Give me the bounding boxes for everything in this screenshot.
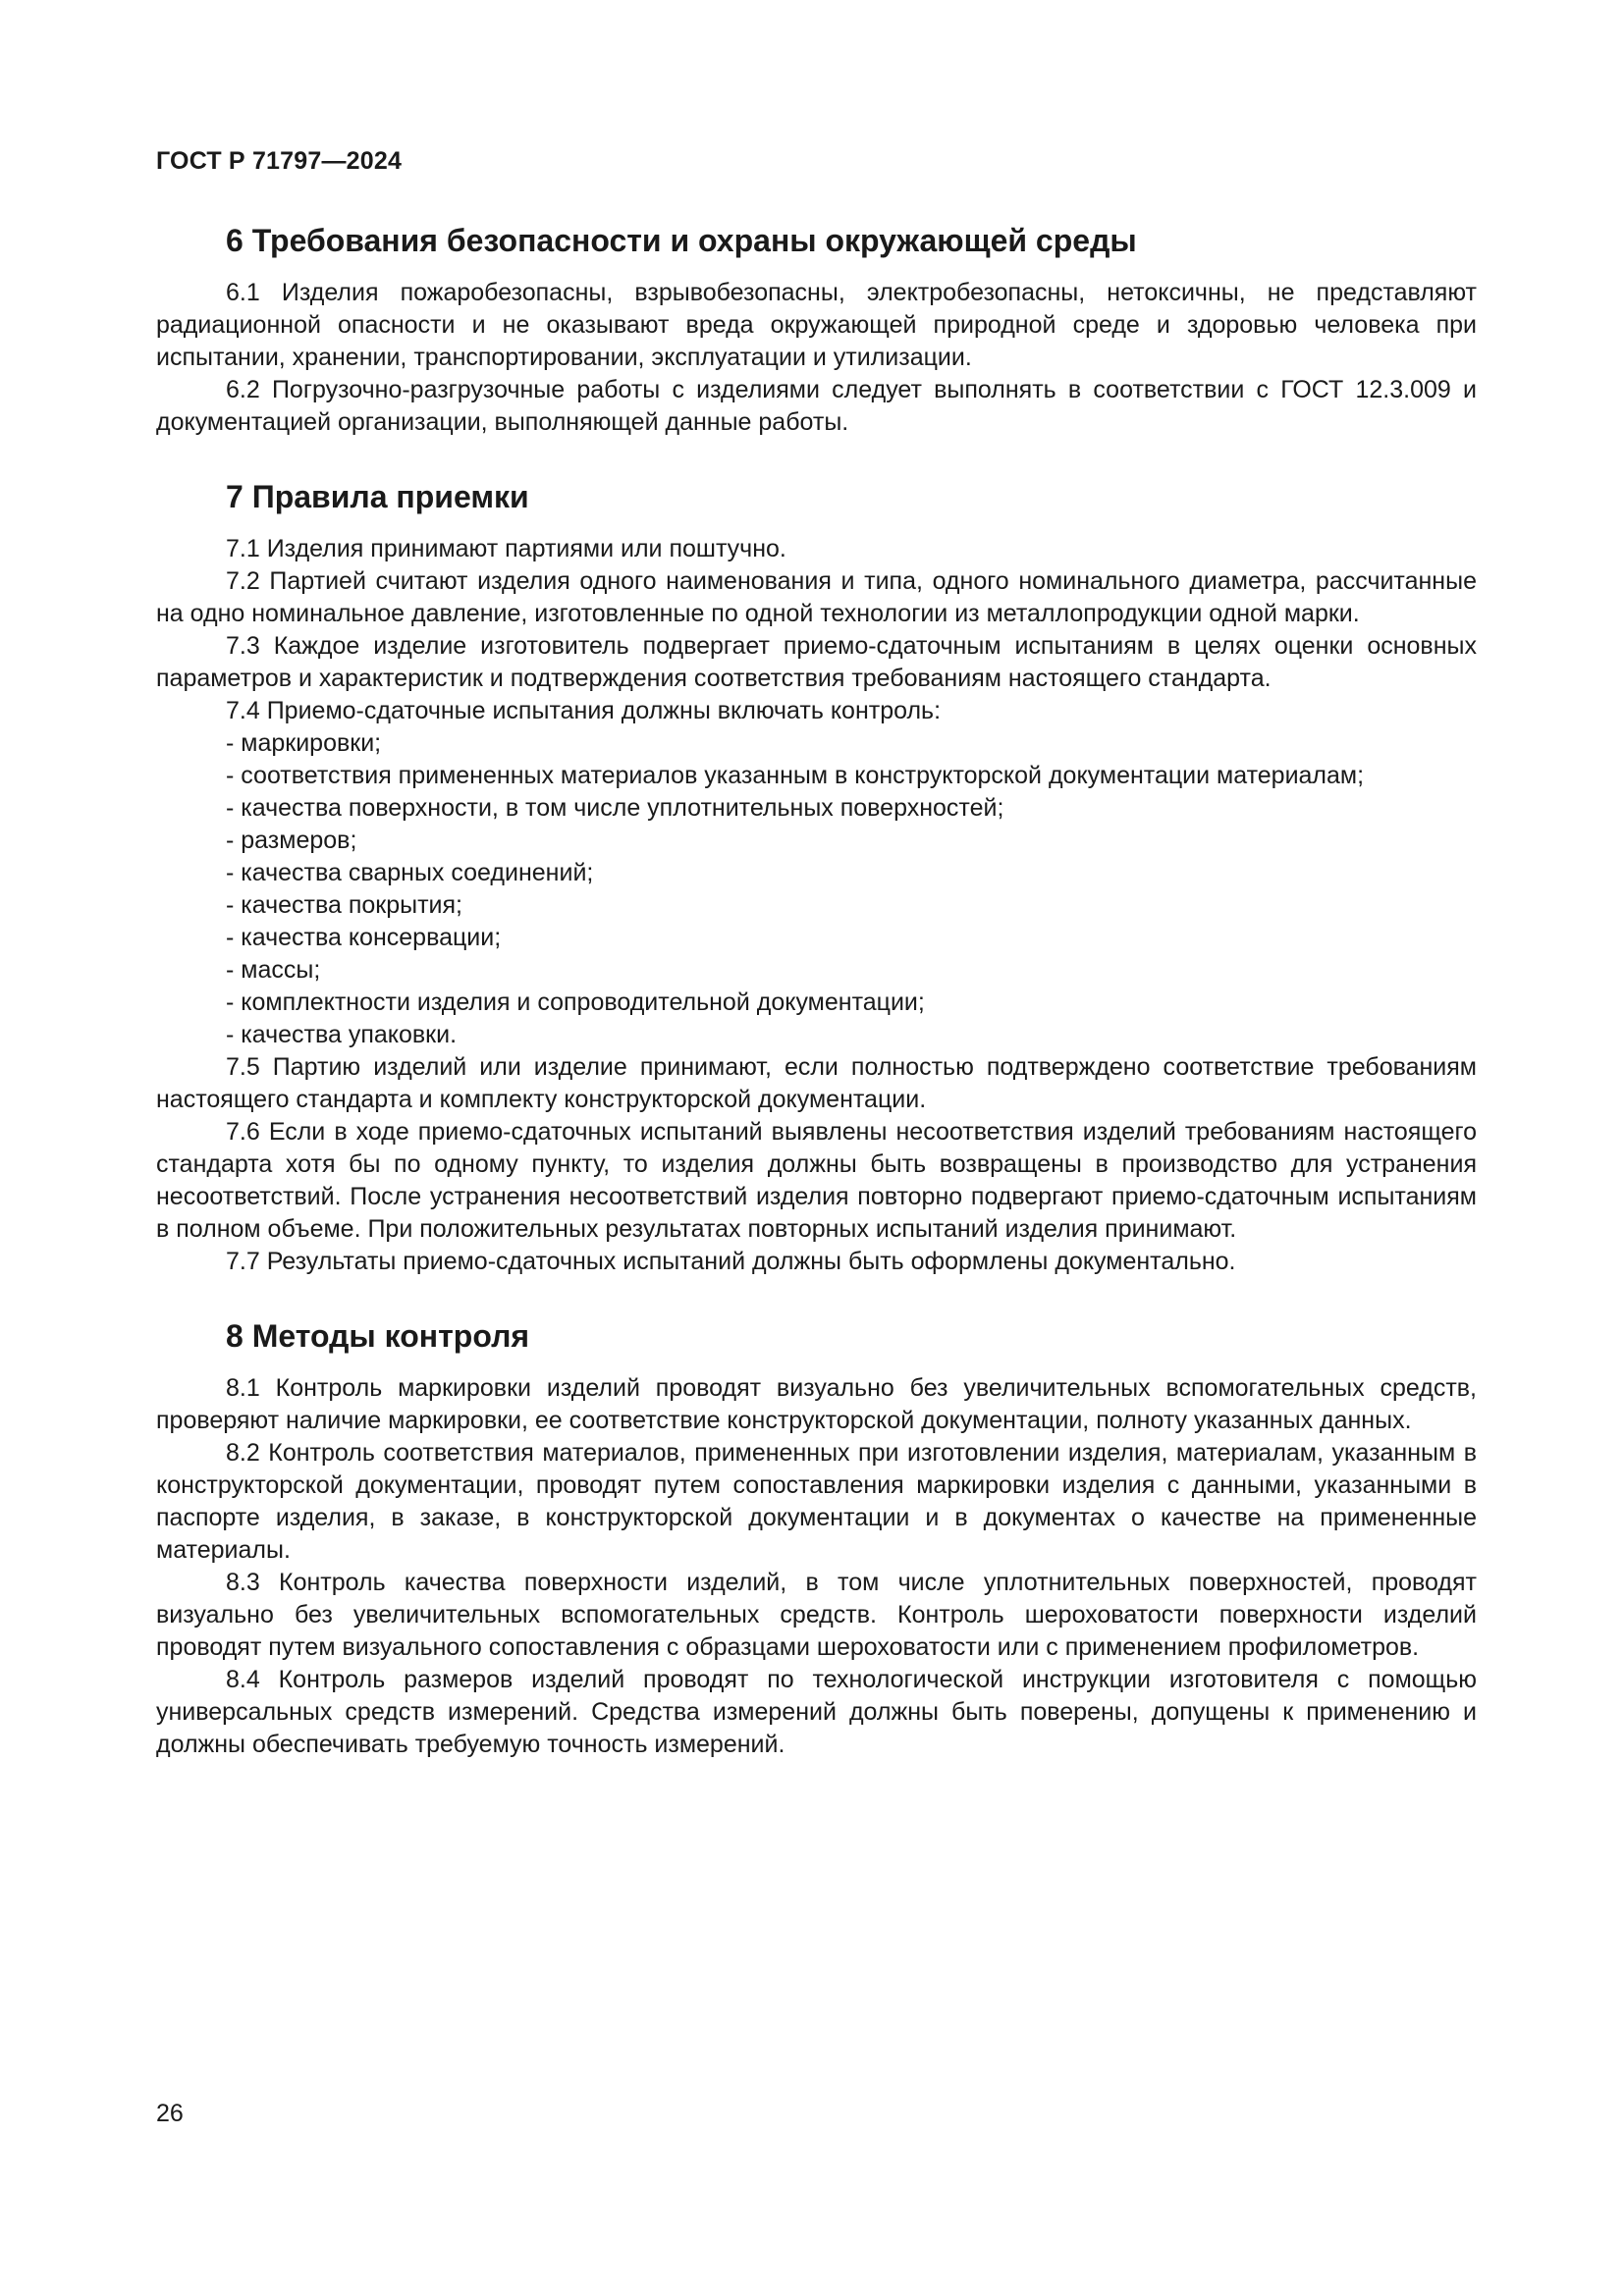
section-heading-8: 8 Методы контроля xyxy=(226,1318,530,1354)
list-item: - массы; xyxy=(226,956,321,984)
paragraph-7-3: 7.3 Каждое изделие изготовитель подвергает приемо-сдаточным испытаниям в целях оценки основных параметров и характеристик и подтверждения соответствия требованиям настоящего стандарта. xyxy=(156,632,1477,692)
list-item: - качества консервации; xyxy=(226,924,502,951)
paragraph-7-5: 7.5 Партию изделий или изделие принимают, если полностью подтверждено соответствие требованиям настоящего стандарта и комплекту конструкторской документации. xyxy=(156,1053,1477,1113)
paragraph-8-2: 8.2 Контроль соответствия материалов, примененных при изготовлении изделия, материалам, указанным в конструкторской документации, проводят путем сопоставления маркировки изделия с данными, указанными в паспорте изделия, в заказе, в конструкторской документации и в документах о качестве на примененные материалы. xyxy=(156,1439,1477,1564)
paragraph-7-4: 7.4 Приемо-сдаточные испытания должны включать контроль: xyxy=(226,697,942,724)
list-item: - размеров; xyxy=(226,827,357,854)
list-item: - маркировки; xyxy=(226,729,382,757)
paragraph-8-1: 8.1 Контроль маркировки изделий проводят визуально без увеличительных вспомогательных средств, проверяют наличие маркировки, ее соответствие конструкторской документации, полноту указанных данных. xyxy=(156,1374,1477,1434)
paragraph-8-4: 8.4 Контроль размеров изделий проводят по технологической инструкции изготовителя с помощью универсальных средств измерений. Средства измерений должны быть поверены, допущены к применению и должны обеспечивать требуемую точность измерений. xyxy=(156,1666,1477,1758)
page-number: 26 xyxy=(156,2100,184,2127)
list-item: - качества покрытия; xyxy=(226,891,462,919)
list-item: - качества сварных соединений; xyxy=(226,859,594,886)
list-item: - соответствия примененных материалов указанным в конструкторской документации материалам; xyxy=(226,762,1365,789)
document-header: ГОСТ Р 71797—2024 xyxy=(156,147,403,175)
paragraph-6-2: 6.2 Погрузочно-разгрузочные работы с изделиями следует выполнять в соответствии с ГОСТ 12.3.009 и документацией организации, выполняющей данные работы. xyxy=(156,376,1477,436)
section-heading-7: 7 Правила приемки xyxy=(226,479,529,514)
paragraph-7-2: 7.2 Партией считают изделия одного наименования и типа, одного номинального диаметра, рассчитанные на одно номинальное давление, изготовленные по одной технологии из металлопродукции одной марки. xyxy=(156,567,1477,627)
document-body xyxy=(156,218,1477,1761)
list-item: - комплектности изделия и сопроводительной документации; xyxy=(226,988,925,1016)
paragraph-7-1: 7.1 Изделия принимают партиями или поштучно. xyxy=(226,535,786,562)
section-heading-6: 6 Требования безопасности и охраны окружающей среды xyxy=(226,223,1137,258)
paragraph-6-1: 6.1 Изделия пожаробезопасны, взрывобезопасны, электробезопасны, нетоксичны, не представляют радиационной опасности и не оказывают вреда окружающей природной среде и здоровью человека при испытании, хранении, транспортировании, эксплуатации и утилизации. xyxy=(156,279,1477,371)
list-item: - качества упаковки. xyxy=(226,1021,458,1048)
paragraph-7-6: 7.6 Если в ходе приемо-сдаточных испытаний выявлены несоответствия изделий требованиям настоящего стандарта хотя бы по одному пункту, то изделия должны быть возвращены в производство для устранения несоответствий. После устранения несоответствий изделия повторно подвергают приемо-сдаточным испытаниям в полном объеме. При положительных результатах повторных испытаний изделия принимают. xyxy=(156,1118,1477,1243)
paragraph-8-3: 8.3 Контроль качества поверхности изделий, в том числе уплотнительных поверхностей, проводят визуально без увеличительных вспомогательных средств. Контроль шероховатости поверхности изделий проводят путем визуального сопоставления с образцами шероховатости или с применением профилометров. xyxy=(156,1569,1477,1661)
list-item: - качества поверхности, в том числе уплотнительных поверхностей; xyxy=(226,794,1004,822)
paragraph-7-7: 7.7 Результаты приемо-сдаточных испытаний должны быть оформлены документально. xyxy=(226,1248,1236,1275)
